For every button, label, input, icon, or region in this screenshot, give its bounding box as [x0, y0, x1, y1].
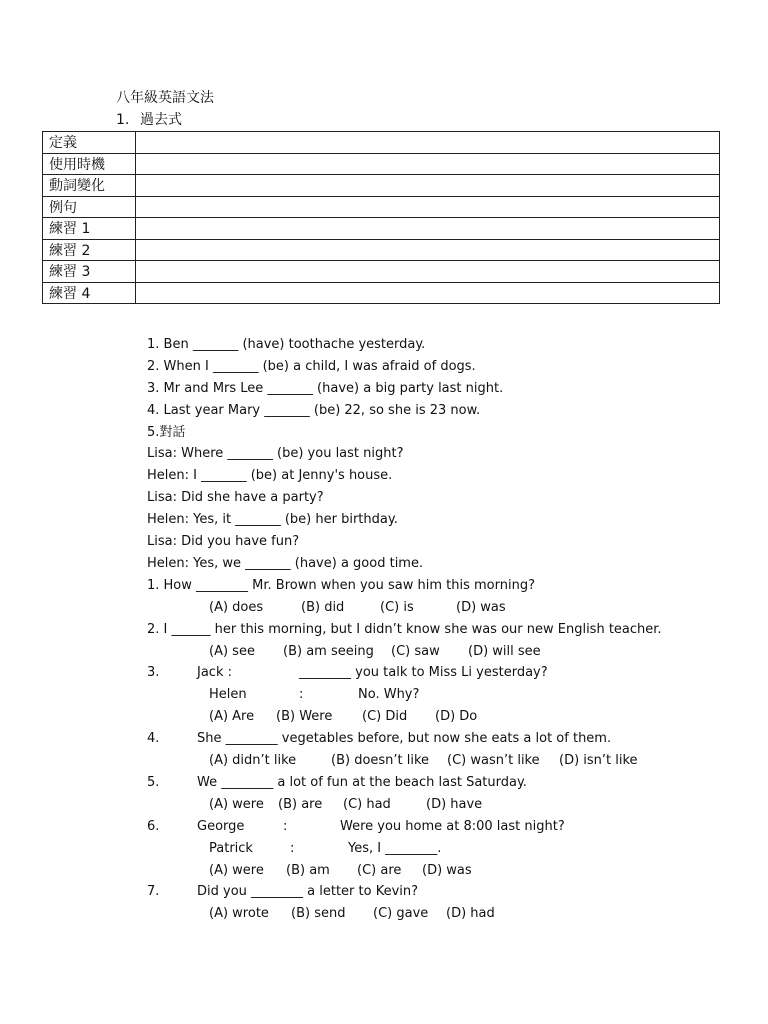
row-label: 使用時機	[43, 153, 136, 175]
mc-option[interactable]: (C) wasn’t like	[447, 753, 540, 768]
mc-option[interactable]: (D) was	[422, 863, 472, 878]
mc-option[interactable]: (D) Do	[435, 709, 478, 724]
mc-option[interactable]: (C) Did	[362, 709, 408, 724]
dialogue-line: Helen: Yes, we _______ (have) a good time.	[147, 556, 424, 571]
row-content-cell[interactable]	[136, 153, 720, 175]
mc-option[interactable]: (A) didn’t like	[209, 753, 297, 768]
mc-option[interactable]: (A) see	[209, 644, 255, 659]
row-label: 動詞變化	[43, 175, 136, 197]
row-content-cell[interactable]	[136, 175, 720, 197]
row-content-cell[interactable]	[136, 218, 720, 240]
mc-question-stem: 2. I ______ her this morning, but I didn’t know she was our new English teacher.	[147, 622, 662, 637]
dialogue-speaker: Helen	[209, 687, 247, 702]
dialogue-line: Yes, I ________.	[348, 841, 442, 856]
dialogue-heading: 5.對話	[147, 425, 186, 440]
mc-question-stem: Were you home at 8:00 last night?	[340, 819, 565, 834]
dialogue-line: Lisa: Did she have a party?	[147, 490, 324, 505]
mc-option[interactable]: (A) were	[209, 863, 264, 878]
mc-option[interactable]: (A) wrote	[209, 906, 269, 921]
grammar-table	[42, 131, 720, 304]
mc-question-stem: ________ you talk to Miss Li yesterday?	[299, 665, 548, 680]
fill-in-question: 2. When I _______ (be) a child, I was afraid of dogs.	[147, 359, 476, 374]
mc-question-number: 6.	[147, 819, 160, 834]
dialogue-colon: :	[283, 819, 288, 834]
table-row	[43, 261, 720, 283]
mc-option[interactable]: (C) are	[357, 863, 402, 878]
mc-option[interactable]: (C) is	[380, 600, 414, 615]
row-label: 練習 4	[43, 282, 136, 304]
mc-option[interactable]: (D) will see	[468, 644, 541, 659]
mc-option[interactable]: (D) have	[426, 797, 483, 812]
table-row	[43, 282, 720, 304]
mc-option[interactable]: (A) does	[209, 600, 264, 615]
mc-question-stem: She ________ vegetables before, but now she eats a lot of them.	[197, 731, 612, 746]
dialogue-speaker: Patrick	[209, 841, 253, 856]
mc-option[interactable]: (D) isn’t like	[559, 753, 638, 768]
section-number: 1.	[116, 112, 130, 128]
mc-option[interactable]: (C) had	[343, 797, 391, 812]
dialogue-line: Helen: Yes, it _______ (be) her birthday.	[147, 512, 398, 527]
mc-option[interactable]: (B) doesn’t like	[331, 753, 430, 768]
mc-question-number: 4.	[147, 731, 160, 746]
mc-question-stem: 1. How ________ Mr. Brown when you saw him this morning?	[147, 578, 535, 593]
mc-option[interactable]: (C) gave	[373, 906, 429, 921]
mc-option[interactable]: (B) did	[301, 600, 345, 615]
table-row	[43, 196, 720, 218]
section-title: 過去式	[140, 112, 182, 128]
row-content-cell[interactable]	[136, 132, 720, 154]
table-row	[43, 175, 720, 197]
row-label: 定義	[43, 132, 136, 154]
mc-option[interactable]: (C) saw	[391, 644, 440, 659]
mc-option[interactable]: (B) are	[278, 797, 323, 812]
mc-option[interactable]: (A) Are	[209, 709, 255, 724]
mc-question-stem: Did you ________ a letter to Kevin?	[197, 884, 419, 899]
dialogue-colon: :	[290, 841, 295, 856]
fill-in-question: 3. Mr and Mrs Lee _______ (have) a big party last night.	[147, 381, 504, 396]
fill-in-question: 1. Ben _______ (have) toothache yesterday.	[147, 337, 426, 352]
row-label: 例句	[43, 196, 136, 218]
fill-in-question: 4. Last year Mary _______ (be) 22, so she is 23 now.	[147, 403, 481, 418]
mc-option[interactable]: (D) was	[456, 600, 506, 615]
row-label: 練習 2	[43, 239, 136, 261]
dialogue-line: Helen: I _______ (be) at Jenny's house.	[147, 468, 393, 483]
table-row	[43, 132, 720, 154]
row-content-cell[interactable]	[136, 282, 720, 304]
row-content-cell[interactable]	[136, 239, 720, 261]
mc-question-number: 5.	[147, 775, 160, 790]
dialogue-speaker: George	[197, 819, 245, 834]
mc-option[interactable]: (B) Were	[276, 709, 333, 724]
table-row	[43, 218, 720, 240]
mc-option[interactable]: (D) had	[446, 906, 495, 921]
mc-question-number: 3.	[147, 665, 160, 680]
row-label: 練習 1	[43, 218, 136, 240]
mc-option[interactable]: (B) am	[286, 863, 330, 878]
mc-option[interactable]: (B) send	[291, 906, 346, 921]
dialogue-speaker: Jack :	[197, 665, 232, 680]
mc-question-number: 7.	[147, 884, 160, 899]
mc-question-stem: We ________ a lot of fun at the beach last Saturday.	[197, 775, 527, 790]
row-label: 練習 3	[43, 261, 136, 283]
row-content-cell[interactable]	[136, 261, 720, 283]
mc-option[interactable]: (B) am seeing	[283, 644, 374, 659]
dialogue-line: Lisa: Where _______ (be) you last night?	[147, 446, 404, 461]
dialogue-line: No. Why?	[358, 687, 420, 702]
table-row	[43, 239, 720, 261]
mc-option[interactable]: (A) were	[209, 797, 264, 812]
row-content-cell[interactable]	[136, 196, 720, 218]
table-row	[43, 153, 720, 175]
worksheet-title: 八年級英語文法	[116, 90, 214, 106]
dialogue-line: Lisa: Did you have fun?	[147, 534, 300, 549]
dialogue-colon: :	[299, 687, 304, 702]
